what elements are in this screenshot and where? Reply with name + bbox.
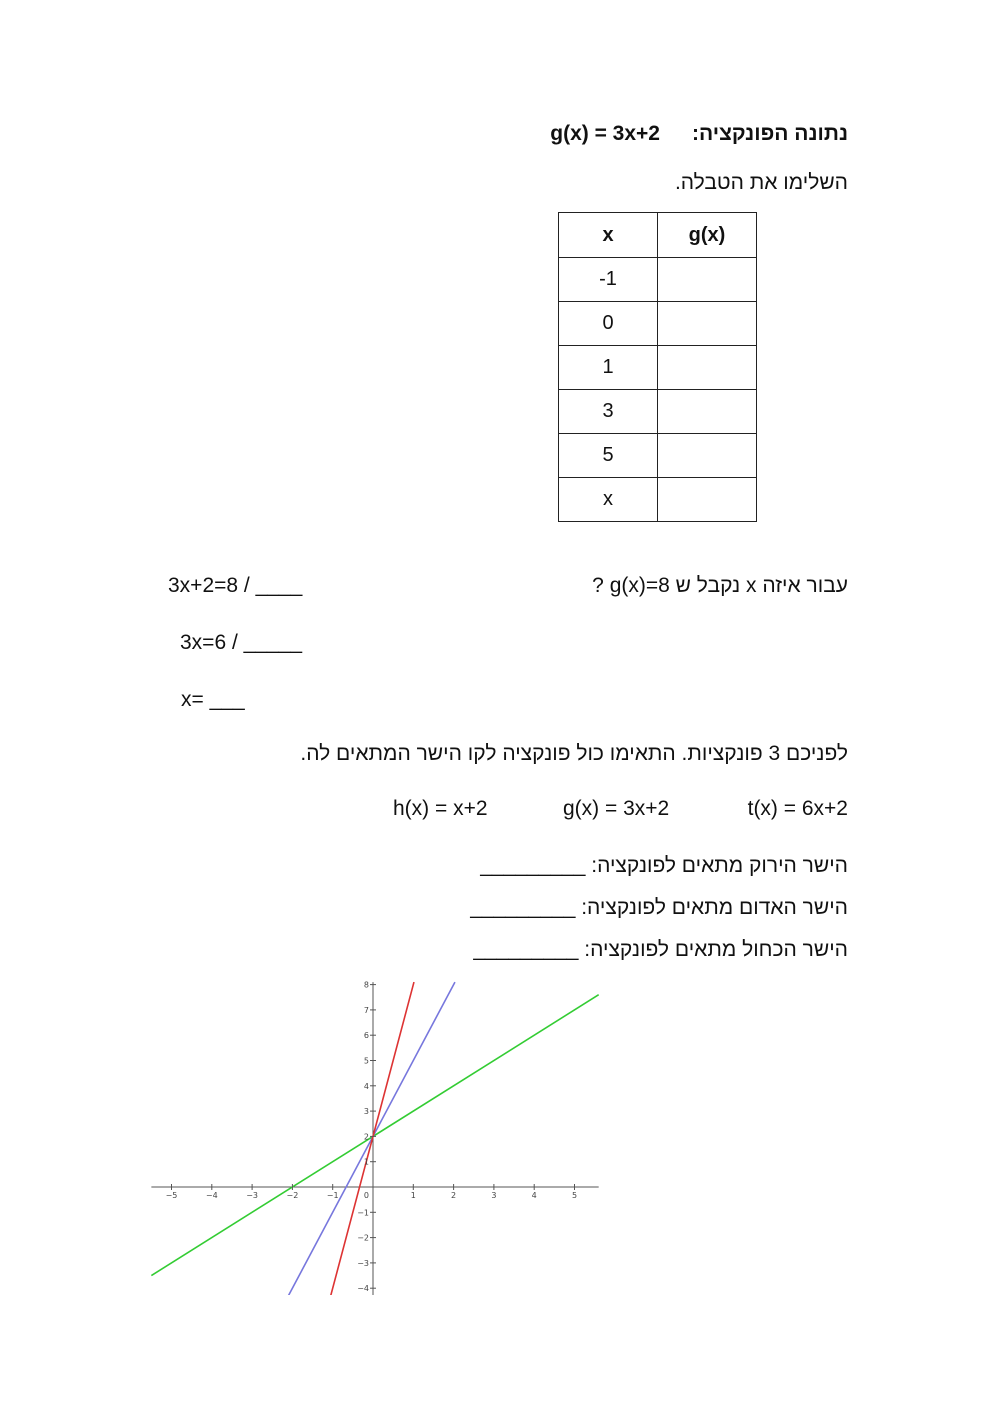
cell-gx[interactable] (658, 258, 757, 302)
values-table (558, 212, 757, 522)
y-tick-label: −1 (357, 1208, 369, 1218)
x-tick-label: −4 (205, 1191, 218, 1200)
cell-x: 1 (559, 346, 658, 390)
question-condition: g(x)=8 (609, 574, 670, 597)
cell-gx[interactable] (658, 478, 757, 522)
x-tick-label: −3 (246, 1191, 258, 1200)
y-tick-label: −2 (357, 1233, 369, 1243)
function-g: g(x) = 3x+2 (563, 797, 670, 820)
table-row (559, 434, 757, 478)
y-tick-label: 7 (363, 1005, 369, 1015)
table-row (559, 390, 757, 434)
y-tick-label: −3 (357, 1258, 369, 1268)
x-tick-label: 3 (491, 1191, 497, 1200)
x-tick-label: 2 (451, 1191, 457, 1200)
match-intro: לפניכם 3 פונקציות. התאימו כול פונקציה לקו הישר המתאים לה. (300, 742, 848, 765)
match-red: הישר האדום מתאים לפונקציה: _________ (470, 896, 848, 919)
origin-label: 0 (363, 1191, 369, 1200)
axes-group (151, 982, 598, 1295)
question-mark: ? (592, 574, 604, 597)
question-prefix: עבור איזה x נקבל ש (675, 574, 848, 597)
x-tick-label: 1 (410, 1191, 416, 1200)
y-tick-label: 8 (363, 980, 369, 990)
line-red (331, 982, 414, 1295)
question-text (592, 574, 848, 598)
x-tick-label: 4 (531, 1191, 537, 1200)
cell-gx[interactable] (658, 346, 757, 390)
table-row (559, 258, 757, 302)
solution-line-2: 3x=6 / _____ (180, 631, 303, 654)
cell-x: x (559, 478, 658, 522)
y-tick-label: 6 (363, 1031, 369, 1041)
table-row (559, 346, 757, 390)
solution-line-3: x= ___ (181, 688, 245, 711)
heading-formula: g(x) = 3x+2 (550, 122, 660, 145)
task-heading (550, 122, 848, 146)
y-tick-label: 5 (363, 1056, 369, 1066)
ticks-group (166, 981, 577, 1294)
function-h: h(x) = x+2 (393, 797, 488, 820)
table-row (559, 478, 757, 522)
cell-x: 0 (559, 302, 658, 346)
cell-x: 5 (559, 434, 658, 478)
function-graph (150, 975, 600, 1295)
lines-group (151, 982, 598, 1295)
match-blue: הישר הכחול מתאים לפונקציה: _________ (473, 938, 848, 961)
function-t: t(x) = 6x+2 (747, 797, 848, 820)
cell-x: -1 (559, 258, 658, 302)
line-green (151, 995, 598, 1276)
cell-gx[interactable] (658, 302, 757, 346)
header-x: x (559, 213, 658, 258)
match-green: הישר הירוק מתאים לפונקציה: _________ (480, 854, 848, 877)
table-row (559, 302, 757, 346)
cell-gx[interactable] (658, 434, 757, 478)
x-tick-label: 5 (571, 1191, 578, 1200)
x-tick-label: −2 (286, 1191, 299, 1200)
cell-gx[interactable] (658, 390, 757, 434)
x-tick-label: −5 (165, 1191, 178, 1200)
y-tick-label: 4 (363, 1081, 369, 1091)
table-header-row (559, 213, 757, 258)
x-tick-label: −1 (326, 1191, 339, 1200)
solution-line-1: 3x+2=8 / ____ (168, 574, 303, 597)
header-gx: g(x) (658, 213, 757, 258)
instruction-text: השלימו את הטבלה. (674, 171, 848, 194)
cell-x: 3 (559, 390, 658, 434)
y-tick-label: 2 (363, 1132, 369, 1142)
y-tick-label: 3 (363, 1107, 369, 1117)
heading-label: נתונה הפונקציה: (691, 122, 848, 145)
y-tick-label: −4 (357, 1284, 369, 1294)
y-tick-label: 1 (363, 1157, 369, 1167)
